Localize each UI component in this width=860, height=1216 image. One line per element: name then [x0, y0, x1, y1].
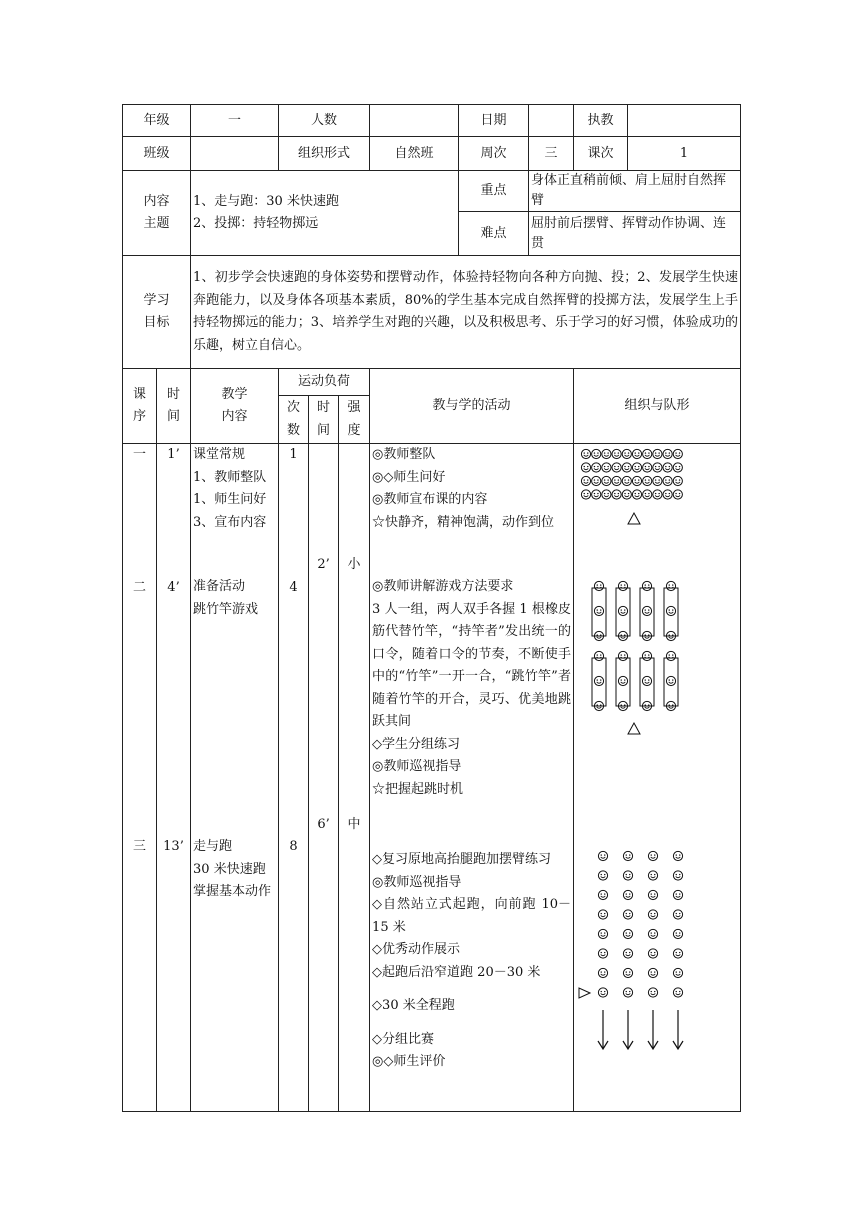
- student-icon: [598, 851, 607, 860]
- student-icon: [598, 949, 607, 958]
- goals-text: 1、初步学会快速跑的身体姿势和摆臂动作，体验持轻物向各种方向抛、投；2、发展学生快速奔跑能力，以及身体各项基本素质，80%的学生基本完成自然挥臂的投掷方法，发展学生上手持轻物掷远的能力；3、培养学生对跑的兴趣，以及积极思考、乐于学习的好习惯，体验成功的乐趣，树立自信心。: [191, 256, 741, 369]
- col-intensity: 强 度: [339, 396, 370, 444]
- week-label: 周次: [459, 137, 529, 171]
- student-icon: [598, 929, 607, 938]
- student-icon: [643, 490, 652, 499]
- key-text: 身体正直稍前倾、肩上屈肘自然挥臂: [529, 171, 741, 212]
- student-icon: [653, 476, 662, 485]
- student-icon: [643, 449, 652, 458]
- teacher-icon: [628, 513, 640, 524]
- student-icon: [648, 871, 657, 880]
- student-icon: [594, 606, 603, 615]
- student-icon: [581, 476, 590, 485]
- student-icon: [598, 871, 607, 880]
- load-time-cell: 2’ 6’: [309, 444, 339, 1112]
- col-activity: 教与学的活动: [370, 369, 574, 444]
- student-icon: [663, 476, 672, 485]
- student-icon: [673, 490, 682, 499]
- people-value: [370, 105, 459, 137]
- student-icon: [618, 651, 627, 660]
- class-label: 班级: [123, 137, 191, 171]
- content-cell: 课堂常规 1、教师整队 1、师生问好 3、宣布内容 准备活动 跳竹竿游戏 走与跑 30 米快速跑 掌握基本动作: [191, 444, 279, 1112]
- class-value: [191, 137, 279, 171]
- student-icon: [581, 490, 590, 499]
- student-icon: [598, 910, 607, 919]
- content-items: 1、走与跑：30 米快速跑 2、投掷：持轻物掷远: [191, 171, 459, 256]
- col-load: 运动负荷: [279, 369, 370, 396]
- student-icon: [592, 449, 601, 458]
- student-icon: [648, 929, 657, 938]
- count-cell: 1 4 8: [279, 444, 309, 1112]
- student-icon: [623, 929, 632, 938]
- student-icon: [602, 463, 611, 472]
- student-icon: [653, 463, 662, 472]
- student-icon: [666, 651, 675, 660]
- student-icon: [612, 463, 621, 472]
- time-cell: 1’ 4’ 13’: [157, 444, 191, 1112]
- student-icon: [623, 968, 632, 977]
- student-icon: [594, 651, 603, 660]
- difficulty-text: 屈肘前后摆臂、挥臂动作协调、连贯: [529, 212, 741, 256]
- key-label: 重点: [459, 171, 529, 212]
- grade-value: 一: [191, 105, 279, 137]
- student-icon: [673, 449, 682, 458]
- student-icon: [632, 490, 641, 499]
- teacher-icon: [579, 988, 590, 998]
- student-icon: [673, 890, 682, 899]
- grade-label: 年级: [123, 105, 191, 137]
- student-icon: [632, 476, 641, 485]
- student-icon: [623, 949, 632, 958]
- student-icon: [666, 676, 675, 685]
- seq-cell: 一 二 三: [123, 444, 157, 1112]
- student-icon: [673, 968, 682, 977]
- student-icon: [648, 949, 657, 958]
- student-icon: [618, 676, 627, 685]
- week-value: 三: [529, 137, 574, 171]
- intensity-cell: 小 中: [339, 444, 370, 1112]
- student-icon: [653, 490, 662, 499]
- student-icon: [673, 871, 682, 880]
- date-value: [529, 105, 574, 137]
- student-icon: [581, 463, 590, 472]
- people-label: 人数: [279, 105, 370, 137]
- student-icon: [602, 490, 611, 499]
- student-icon: [642, 606, 651, 615]
- col-seq: 课 序: [123, 369, 157, 444]
- student-icon: [642, 676, 651, 685]
- student-icon: [643, 463, 652, 472]
- student-icon: [598, 968, 607, 977]
- student-icon: [648, 988, 657, 997]
- content-label: 内容 主题: [123, 171, 191, 256]
- student-icon: [622, 463, 631, 472]
- student-icon: [612, 449, 621, 458]
- student-icon: [623, 988, 632, 997]
- teacher-label: 执教: [574, 105, 628, 137]
- student-icon: [618, 581, 627, 590]
- date-label: 日期: [459, 105, 529, 137]
- student-icon: [643, 476, 652, 485]
- student-icon: [642, 581, 651, 590]
- student-icon: [673, 463, 682, 472]
- student-icon: [663, 490, 672, 499]
- student-icon: [666, 606, 675, 615]
- goals-label: 学习 目标: [123, 256, 191, 369]
- student-icon: [592, 476, 601, 485]
- student-icon: [663, 463, 672, 472]
- activity-cell: ◎教师整队 ◎◇师生问好 ◎教师宣布课的内容 ☆快静齐，精神饱满，动作到位 ◎教师讲解游戏方法要求 3 人一组，两人双手各握 1 根橡皮筋代替竹竿，“持竿者”发出统一的口令，随着口令的节奏，不断使手中的“竹竿”一开一合，“跳竹竿”者随着竹竿的开合，灵巧、优美地跳跃其间 ◇学生分组练习 ◎教师巡视指导 ☆把握起跳时机 ◇复习原地高抬腿跑加摆臂练习 ◎教师巡视指导 ◇自然站立式起跑，向前跑 10－15 米 ◇优秀动作展示 ◇起跑后沿窄道跑 20－30 米 ◇30 米全程跑 ◇分组比赛 ◎◇师生评价: [370, 444, 574, 1112]
- student-icon: [581, 449, 590, 458]
- student-icon: [642, 651, 651, 660]
- student-icon: [598, 988, 607, 997]
- student-icon: [592, 490, 601, 499]
- student-icon: [673, 910, 682, 919]
- student-icon: [623, 871, 632, 880]
- student-icon: [632, 463, 641, 472]
- student-icon: [648, 851, 657, 860]
- student-icon: [648, 910, 657, 919]
- student-icon: [673, 851, 682, 860]
- student-icon: [594, 581, 603, 590]
- student-icon: [592, 463, 601, 472]
- teacher-value: [628, 105, 741, 137]
- student-icon: [648, 890, 657, 899]
- student-icon: [673, 476, 682, 485]
- student-icon: [673, 949, 682, 958]
- student-icon: [622, 449, 631, 458]
- student-icon: [623, 910, 632, 919]
- student-icon: [602, 476, 611, 485]
- formation-cell: [574, 444, 741, 1112]
- student-icon: [612, 476, 621, 485]
- student-icon: [618, 606, 627, 615]
- student-icon: [648, 968, 657, 977]
- formation-diagram: [574, 444, 691, 1104]
- lesson-plan-table: [122, 104, 741, 1112]
- col-content: 教学 内容: [191, 369, 279, 444]
- student-icon: [623, 890, 632, 899]
- student-icon: [653, 449, 662, 458]
- org-value: 自然班: [370, 137, 459, 171]
- student-icon: [623, 851, 632, 860]
- col-load-time: 时 间: [309, 396, 339, 444]
- student-icon: [602, 449, 611, 458]
- col-count: 次 数: [279, 396, 309, 444]
- student-icon: [666, 581, 675, 590]
- col-time: 时 间: [157, 369, 191, 444]
- student-icon: [673, 929, 682, 938]
- lesson-label: 课次: [574, 137, 628, 171]
- student-icon: [598, 890, 607, 899]
- lesson-value: 1: [628, 137, 741, 171]
- student-icon: [612, 490, 621, 499]
- student-icon: [673, 988, 682, 997]
- student-icon: [622, 476, 631, 485]
- student-icon: [632, 449, 641, 458]
- org-label: 组织形式: [279, 137, 370, 171]
- col-formation: 组织与队形: [574, 369, 741, 444]
- student-icon: [622, 490, 631, 499]
- student-icon: [594, 676, 603, 685]
- student-icon: [663, 449, 672, 458]
- difficulty-label: 难点: [459, 212, 529, 256]
- teacher-icon: [628, 723, 640, 734]
